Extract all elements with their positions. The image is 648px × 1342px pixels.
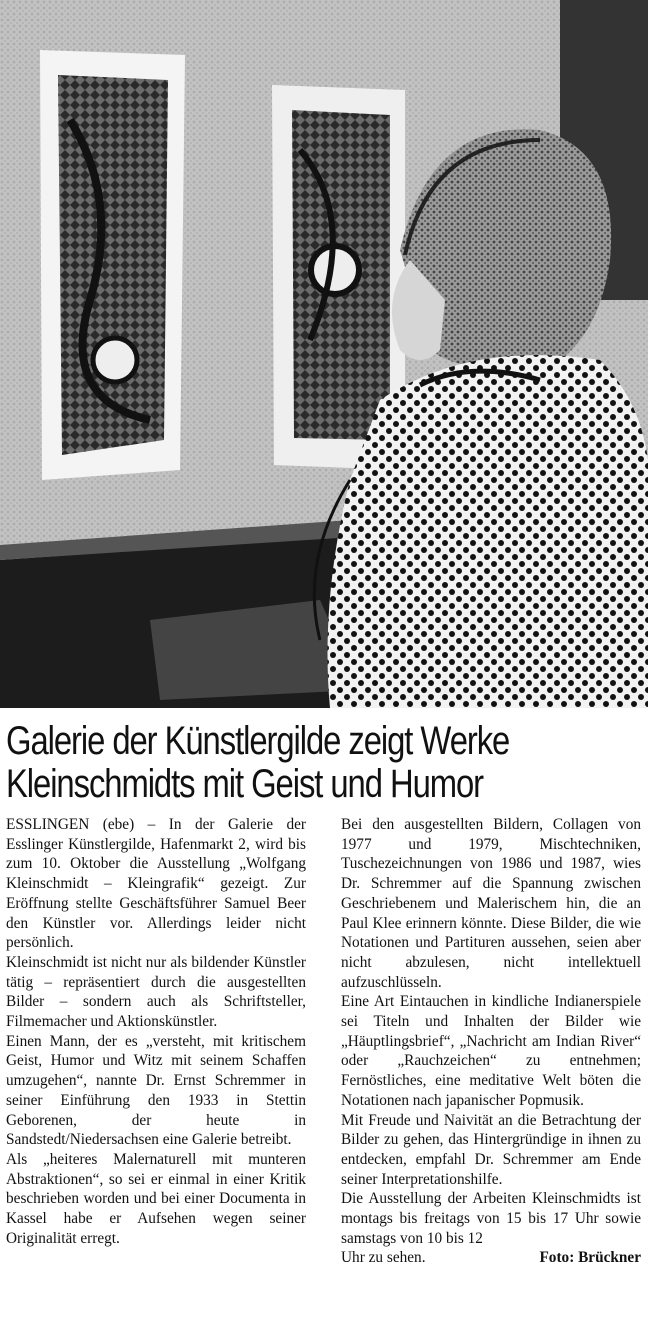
article-last-line: Uhr zu sehen. <box>341 1249 426 1267</box>
article-paragraph: Mit Freude und Naivität an die Betrachtung der Bilder zu gehen, das Hintergründige in ihnen zu entdecken, empfahl Dr. Schremmer am Ende seiner Interpretationshilfe. <box>341 1111 641 1188</box>
article-paragraph: Die Ausstellung der Arbeiten Kleinschmidts ist montags bis freitags von 15 bis 17 Uhr sowie samstags von 10 bis 12 <box>341 1190 641 1247</box>
headline <box>6 720 642 806</box>
article-paragraph: Als „heiteres Malernaturell mit munteren Abstraktionen“, so sei er einmal in einer Kritik beschrieben worden und bei einer Documenta in Kassel habe er Aufsehen wegen seiner Originalität erregt. <box>6 1150 306 1247</box>
article-column-right <box>341 815 641 1268</box>
article-paragraph: Einen Mann, der es „versteht, mit kritischem Geist, Humor und Witz mit seinem Schaffen umzugehen“, nannte Dr. Ernst Schremmer in seiner Einführung den 1933 in Stettin Geborenen, der heute in Sandstedt/Niedersachsen eine Galerie betreibt. <box>6 1032 306 1149</box>
article-column-left <box>6 815 306 1248</box>
article-paragraph: Kleinschmidt ist nicht nur als bildender Künstler tätig – repräsentiert durch die ausgestellten Bilder – sondern auch als Schriftsteller, Filmemacher und Aktionskünstler. <box>6 953 306 1031</box>
headline-line-2: Kleinschmidts mit Geist und Humor <box>6 762 484 806</box>
photo-credit: Foto: Brückner <box>539 1249 641 1267</box>
article-paragraph: Eine Art Eintauchen in kindliche Indianerspiele sei Titeln und Inhalten der Bilder wie „Häuptlingsbrief“, „Nachricht am Indian River“ oder „Rauchzeichen“ zu entnehmen; Fernöstliches, eine meditative Welt böten die Notationen nach japanischer Popmusik. <box>341 993 641 1109</box>
article-paragraph: ESSLINGEN (ebe) – In der Galerie der Esslinger Künstlergilde, Hafenmarkt 2, wird bis zum 10. Oktober die Ausstellung „Wolfgang Kleinschmidt – Kleingrafik“ gezeigt. Zur Eröffnung stellte Geschäftsführer Samuel Beer den Künstler vor. Allerdings leider nicht persönlich. <box>6 816 306 952</box>
headline-line-1: Galerie der Künstlergilde zeigt Werke <box>6 719 510 763</box>
article-paragraph: Bei den ausgestellten Bildern, Collagen von 1977 und 1979, Mischtechniken, Tuschezeichnungen von 1986 und 1987, wies Dr. Schremmer auf die Spannung zwischen Geschriebenem und Malerischem hin, die an Paul Klee erinnern könnte. Diese Bilder, die wie Notationen und Partituren aussehen, seien aber nicht abzulesen, nicht intellektuell aufzuschlüsseln. <box>341 816 641 991</box>
article-closing-line <box>341 1248 641 1268</box>
